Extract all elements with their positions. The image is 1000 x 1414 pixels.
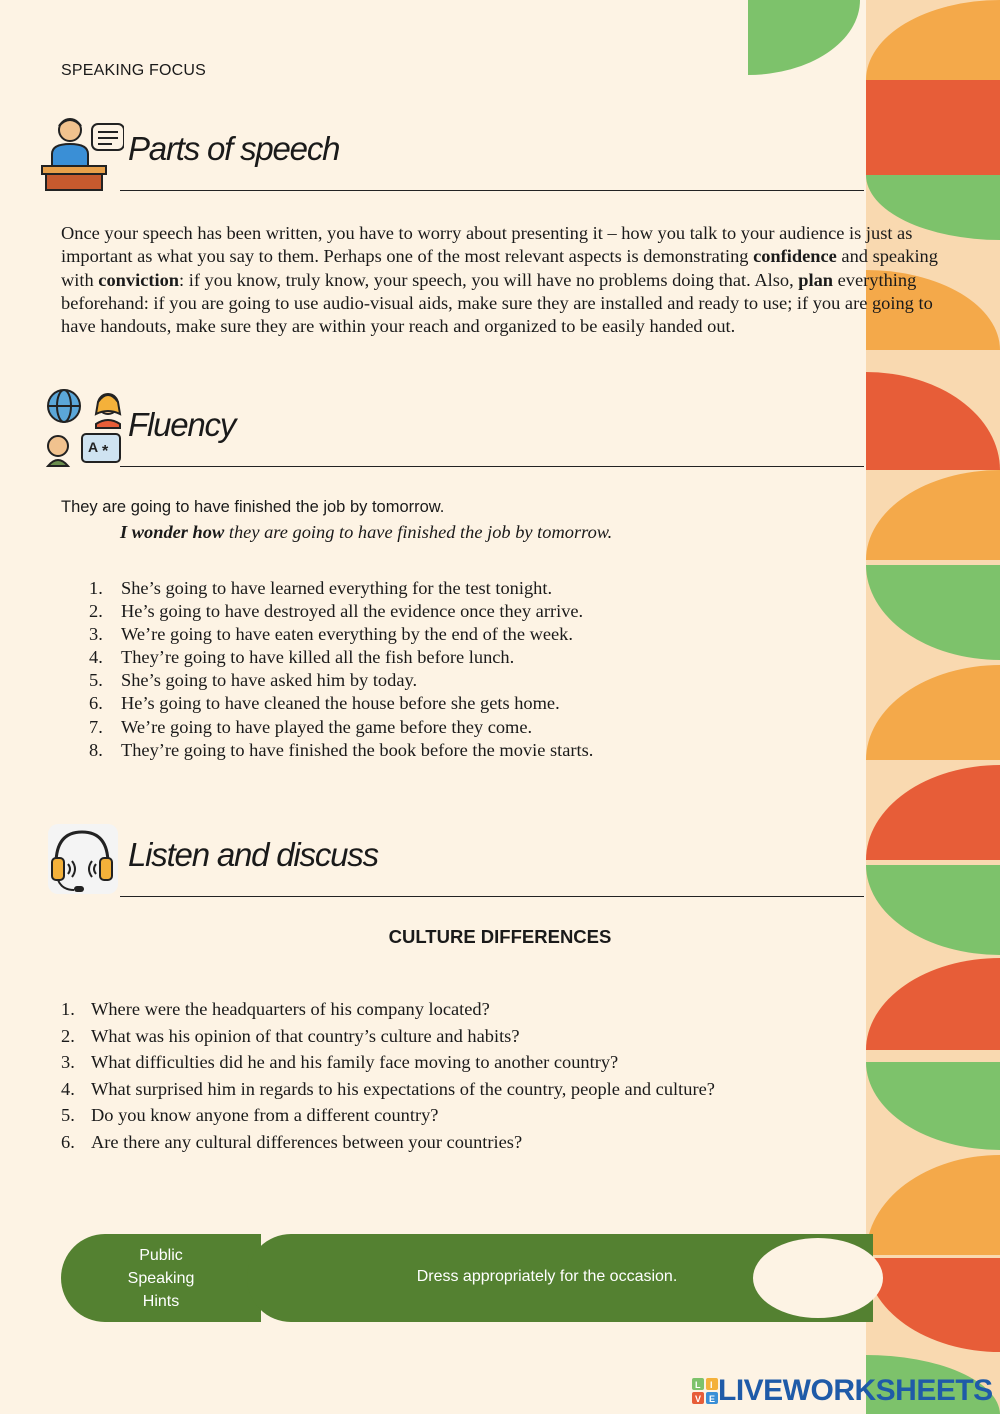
hint-oval-decoration (753, 1238, 883, 1318)
list-item: 8. They’re going to have finished the book before the movie starts. (89, 739, 594, 760)
list-item: 6. He’s going to have cleaned the house before she gets home. (89, 693, 560, 714)
liveworksheets-logo-icon (692, 1378, 718, 1404)
list-item: 2. What was his opinion of that country’s culture and habits? (61, 1025, 520, 1046)
parts-paragraph: Once your speech has been written, you have to worry about presenting it – how you talk to your audience is just as important as what you say to them. Perhaps one of the most relevant aspects is demonstrating confidence and speaking with conviction: if you know, truly know, your speech, you will have no problems doing that. Also, plan everything beforehand: if you are going to use audio-visual aids, make sure they are installed and ready to use; if you are going to have handouts, make sure they are within your reach and organized to be easily handed out. (61, 223, 938, 337)
header-label: SPEAKING FOCUS (61, 62, 207, 79)
list-item: 6. Are there any cultural differences between your countries? (61, 1131, 523, 1152)
fluency-exercise-list (89, 577, 593, 762)
brand-name: LIVEWORKSHEETS (718, 1374, 993, 1407)
hints-label: Public Speaking Hints (127, 1247, 195, 1310)
svg-text:V: V (695, 1394, 702, 1404)
svg-text:I: I (710, 1380, 713, 1390)
listen-subtitle: CULTURE DIFFERENCES (388, 926, 612, 947)
fluency-example-answer: I wonder how they are going to have finished the job by tomorrow. (120, 522, 613, 542)
liveworksheets-logo (692, 1374, 993, 1408)
title-underline (120, 190, 864, 191)
svg-text:E: E (709, 1394, 716, 1404)
svg-text:*: * (102, 443, 109, 460)
section-title: Fluency (128, 406, 236, 443)
title-underline (120, 896, 864, 897)
list-item: 5. Do you know anyone from a different country? (61, 1105, 439, 1126)
decorative-shapes (740, 0, 1000, 1414)
list-item: 1. Where were the headquarters of his company located? (61, 999, 490, 1019)
speaker-at-podium-icon (40, 112, 124, 192)
list-item: 4. They’re going to have killed all the fish before lunch. (89, 647, 515, 668)
list-item: 3. What difficulties did he and his family face moving to another country? (61, 1052, 619, 1073)
title-underline (120, 466, 864, 467)
global-communication-icon (40, 388, 124, 468)
discussion-question-list (61, 996, 715, 1156)
fluency-example: They are going to have finished the job by tomorrow. (61, 498, 445, 516)
list-item: 7. We’re going to have played the game before they come. (89, 716, 533, 737)
section-title: Parts of speech (128, 130, 340, 167)
list-item: 5. She’s going to have asked him by today. (89, 670, 418, 691)
list-item: 4. What surprised him in regards to his expectations of the country, people and culture? (61, 1078, 715, 1099)
svg-text:A: A (88, 439, 99, 455)
public-speaking-hints-banner (61, 1234, 873, 1324)
list-item: 3. We’re going to have eaten everything by the end of the week. (89, 624, 573, 645)
list-item: 1. She’s going to have learned everything for the test tonight. (89, 578, 553, 598)
hint-text: Dress appropriately for the occasion. (416, 1268, 678, 1285)
list-item: 2. He’s going to have destroyed all the evidence once they arrive. (89, 601, 584, 622)
section-title: Listen and discuss (128, 836, 378, 873)
hint-pill (247, 1234, 873, 1322)
headphones-icon (40, 818, 124, 898)
svg-text:L: L (695, 1380, 701, 1390)
